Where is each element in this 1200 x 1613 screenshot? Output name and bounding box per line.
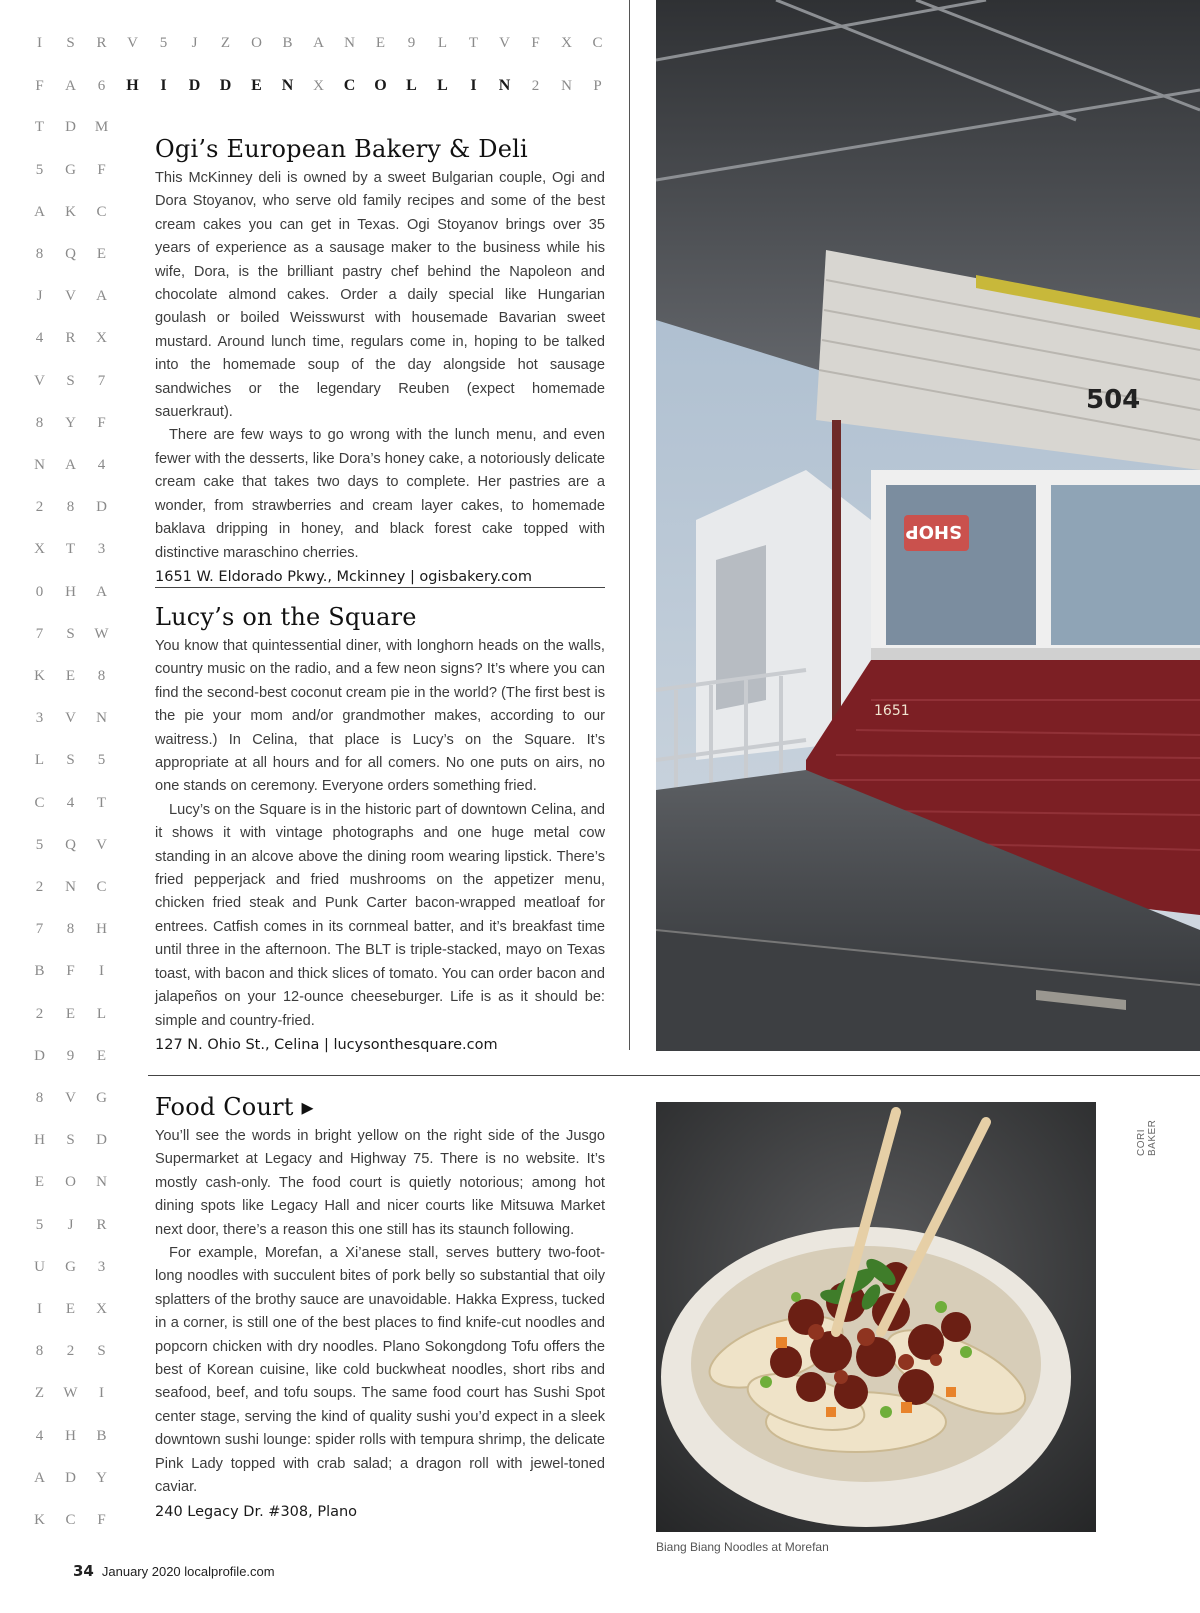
letter-grid-row [24,499,117,516]
letter-grid-cell: V [65,710,76,727]
letter-grid-cell: A [65,78,76,95]
letter-grid-cell: W [63,1385,78,1402]
article-paragraph: There are few ways to go wrong with the lunch menu, and even fewer with the desserts, like Dora’s honey cake, a notoriously delicate cream cake that takes two days to complete. Her pastries are a wonder, from strawberries and cream layer cakes, to homemade baklava dripping in honey, and black forest cake topped with distinctive maraschino cherries. [155,427,605,561]
letter-grid-cell: 8 [35,1090,44,1106]
letter-grid-cell: V [65,1090,76,1106]
letter-grid-cell: L [437,35,448,51]
letter-grid-cell: H [126,77,139,95]
letter-grid-cell: 8 [97,668,106,684]
letter-grid-row [24,35,613,52]
letter-grid-cell: C [343,77,356,95]
letter-grid-cell: I [160,77,167,95]
letter-grid-cell: X [96,1301,107,1317]
letter-grid-cell: 9 [407,35,416,51]
letter-grid-cell: J [67,1216,74,1233]
article-food-court [155,1093,605,1520]
article-paragraph: This McKinney deli is owned by a sweet Bulgarian couple, Ogi and Dora Stoyanov, who serve old family recipes and some of the best cream cakes you can get in Texas. Ogi Stoyanov brings over 35 years of experience as a sausage maker to the business while his wife, Dora, is the brilliant pastry chef behind the Napoleon and chocolate almond cakes. Order a daily special like Hungarian goulash or boiled Weisswurst with housemade Bavarian sweet mustard. Around lunch time, regulars come in, hoping to be talked into the homemade soup of the day alongside hot sausage sandwiches or the legendary Reuben (expect homemade sauerkraut). [155,170,605,421]
letter-grid-cell: 2 [35,879,44,895]
letter-grid-row [24,1006,117,1023]
letter-grid-row [24,162,117,179]
letter-grid-cell: 8 [35,246,44,262]
letter-grid-cell: 4 [35,330,44,347]
page-number: 34 [73,1562,94,1580]
letter-grid-row [24,415,117,432]
letter-grid-cell: V [96,836,107,853]
letter-grid-cell: G [65,161,76,178]
letter-grid-cell: A [34,1469,45,1486]
letter-grid-cell: X [313,78,324,95]
letter-grid-cell: 9 [66,1047,75,1064]
letter-grid-cell: 3 [97,1258,106,1275]
letter-grid-row [24,373,117,390]
letter-grid-cell: E [375,35,386,51]
letter-grid-cell: 7 [97,372,106,389]
letter-grid-cell: N [498,77,511,95]
article-ogis-bakery [155,135,605,585]
article-address: 127 N. Ohio St., Celina | lucysonthesquare.com [155,1036,498,1053]
letter-grid-cell: B [34,963,45,980]
letter-grid-cell: V [127,35,138,51]
letter-grid-row [24,1301,117,1318]
letter-grid-cell: M [94,119,109,136]
letter-grid-row [24,1385,117,1402]
letter-grid-cell: 5 [159,35,168,51]
letter-grid-cell: B [96,1427,107,1444]
wall-number: 1651 [874,703,910,719]
letter-grid-cell: 0 [35,583,44,600]
letter-grid-cell: 8 [35,414,44,431]
letter-grid-cell: 7 [35,625,44,642]
photo-credit: CORI BAKER [1136,1119,1158,1156]
letter-grid-cell: C [96,879,107,895]
letter-grid-cell: K [34,1512,45,1528]
letter-grid-cell: O [251,35,262,51]
letter-grid-cell: G [96,1090,107,1106]
article-title: Ogi’s European Bakery & Deli [155,135,528,163]
letter-grid-cell: J [36,288,43,305]
section-divider [148,1075,1200,1076]
letter-grid-row [24,1512,117,1529]
letter-grid-cell: A [65,457,76,473]
letter-grid-cell: N [96,710,107,727]
letter-grid-cell: E [34,1174,45,1191]
letter-grid-row [24,541,117,558]
letter-grid-cell: T [96,794,107,811]
photo-caption: Biang Biang Noodles at Morefan [656,1540,829,1554]
letter-grid-cell: S [66,372,75,389]
letter-grid-cell: X [34,541,45,558]
letter-grid-row [24,837,117,854]
letter-grid-cell: 2 [531,78,540,95]
letter-grid-row [24,288,117,305]
letter-grid-cell: 8 [66,499,75,516]
letter-grid-row [24,584,117,601]
letter-grid-cell: 4 [97,457,106,473]
letter-grid-cell: R [96,35,107,51]
letter-grid-row [24,710,117,727]
letter-grid-cell: 4 [66,794,75,811]
neon-shop-sign: SHOP [905,521,962,542]
letter-grid-cell: E [251,77,262,95]
letter-grid-row [24,921,117,938]
letter-grid-cell: Y [96,1469,107,1486]
letter-grid-cell: L [406,77,417,95]
storefront-photo [656,0,1200,1051]
letter-grid-cell: I [37,35,42,51]
letter-grid-cell: D [96,499,107,516]
article-address: 240 Legacy Dr. #308, Plano [155,1503,358,1520]
issue-date: January 2020 [101,1564,181,1579]
letter-grid-cell: E [96,246,107,262]
letter-grid-cell: K [34,668,45,684]
letter-grid-row [24,1090,117,1107]
letter-grid-cell: I [37,1301,42,1317]
letter-grid-row [24,1343,117,1360]
letter-grid-cell: S [66,35,75,51]
letter-grid-cell: L [96,1005,107,1022]
letter-grid-row [24,795,117,812]
letter-grid-cell: N [281,77,294,95]
article-title: Food Court ▸ [155,1093,314,1121]
letter-grid-cell: 4 [35,1427,44,1444]
letter-grid-cell: 6 [97,78,106,95]
letter-grid-cell: S [66,625,75,642]
letter-grid-cell: 2 [35,1005,44,1022]
letter-grid-cell: T [34,119,45,136]
letter-grid-cell: N [96,1174,107,1191]
letter-grid-cell: N [65,879,76,895]
letter-grid-cell: F [35,78,44,95]
site-name: localprofile.com [184,1564,275,1579]
letter-grid-cell: 5 [35,161,44,178]
letter-grid-cell: X [96,330,107,347]
letter-grid-cell: Z [220,35,231,51]
letter-grid-cell: N [561,78,572,95]
article-paragraph: For example, Morefan, a Xi’anese stall, serves buttery two-foot-long noodles with succulent bites of pork belly so substantial that oily splatters of the brothy sauce are unavoidable. Hakka Express, tucked in a corner, is still one of the best places to find knife-cut noodles and popcorn chicken with dry noodles. Plano Sokongdong Tofu offers the best of Korean cuisine, like cold buckwheat noodles, short ribs and seafood, beef, and tofu soups. The same food court has Sushi Spot center stage, serving the kind of quality sushi you’d expect in a sleek downtown sushi lounge: spider rolls with tempura shrimp, the delicate Pink Lady topped with crab salad; a dragon roll with jewel-toned caviar. [155,1245,605,1496]
letter-grid-cell: 8 [66,921,75,938]
letter-grid-cell: L [34,752,45,769]
letter-grid-cell: B [282,35,293,51]
letter-grid-cell: 2 [66,1343,75,1360]
letter-grid-row [24,1470,117,1487]
letter-grid-cell: V [65,288,76,305]
letter-grid-row [24,1217,117,1234]
letter-grid-cell: F [531,35,540,51]
letter-grid-row [24,330,117,347]
letter-grid-cell: E [65,668,76,684]
letter-grid-cell: O [65,1174,76,1191]
letter-grid-cell: A [96,288,107,305]
letter-grid-cell: 3 [97,541,106,558]
letter-grid-row [24,246,117,263]
letter-grid-row [24,457,117,474]
letter-grid-cell: F [97,1512,106,1528]
letter-grid-row [24,204,117,221]
article-paragraph: You know that quintessential diner, with longhorn heads on the walls, country music on the radio, and a few neon signs? It’s where you can find the second-best coconut cream pie in the world? (The first best is the pie your mom and/or grandmother makes, according to our waitress.) In Celina, that place is Lucy’s on the Square. It’s appropriate at all hours and for all comers. No one puts on airs, no one stands on ceremony. Everyone orders something fried. [155,638,605,795]
letter-grid-cell: G [65,1258,76,1275]
letter-grid-cell: F [97,414,106,431]
letter-grid-cell: 2 [35,499,44,516]
letter-grid-cell: C [592,35,603,51]
letter-grid-cell: 5 [35,1216,44,1233]
letter-grid-cell: X [561,35,572,51]
letter-grid-row [24,1174,117,1191]
letter-grid-row [24,119,117,136]
letter-grid-cell: K [65,203,76,220]
letter-grid-cell: D [65,1469,76,1486]
letter-grid-cell: C [96,203,107,220]
letter-grid-cell: Q [65,246,76,262]
letter-grid-cell: W [94,625,109,642]
letter-grid-cell: H [65,583,76,600]
letter-grid-cell: P [593,78,602,95]
letter-grid-cell: I [470,77,477,95]
letter-grid-cell: A [313,35,324,51]
letter-grid-cell: R [65,330,76,347]
letter-grid-cell: 8 [35,1343,44,1360]
letter-grid-row [24,752,117,769]
letter-grid-cell: D [34,1047,45,1064]
letter-grid-cell: F [66,963,75,980]
letter-grid-cell: D [219,77,232,95]
section-divider [155,587,605,588]
letter-grid-row [24,77,613,95]
shop-number: 504 [1086,385,1141,415]
letter-grid-cell: I [99,963,104,980]
letter-grid-row [24,963,117,980]
article-paragraph: Lucy’s on the Square is in the historic part of downtown Celina, and it shows it with vintage photographs and one huge metal cow standing in an alcove above the dining room wearing lipstick. There’s fried pepperjack and fried mushrooms on the appetizer menu, chicken fried steak and Punk Carter bacon-wrapped meatloaf for entrees. Catfish comes in its cornmeal batter, and it’s breakfast time until three in the afternoon. The BLT is triple-stacked, mayo on Texas toast, with bacon and thick slices of tomato. You can order bacon and jalapeños on your 12-ounce cheeseburger. Life is as it should be: simple and country-fried. [155,801,605,1029]
letter-grid-cell: S [66,1132,75,1149]
letter-grid-cell: F [97,161,106,178]
letter-grid-row [24,668,117,685]
letter-grid-cell: E [65,1005,76,1022]
letter-grid-cell: A [34,203,45,220]
letter-grid-cell: 7 [35,921,44,938]
letter-grid-cell: H [34,1132,45,1149]
letter-grid-cell: Z [34,1385,45,1402]
letter-grid-cell: E [96,1047,107,1064]
letter-grid-cell: 5 [35,836,44,853]
article-paragraph: You’ll see the words in bright yellow on the right side of the Jusgo Supermarket at Legacy and Highway 75. There is no website. It’s mostly cash-only. The food court is quietly notorious; among hot dining spots like Legacy Hall and nicer courts like Mitsuwa Market next door, there’s a reason this one still has its staunch following. [155,1128,605,1238]
letter-grid-cell: Q [65,836,76,853]
article-lucys [155,603,605,1053]
letter-grid-cell: E [65,1301,76,1317]
column-divider [629,0,630,1050]
letter-grid-cell: N [344,35,355,51]
letter-grid-row [24,1132,117,1149]
noodles-photo [656,1102,1096,1532]
letter-grid-cell: I [99,1385,104,1402]
letter-grid-row [24,1048,117,1065]
article-address: 1651 W. Eldorado Pkwy., Mckinney | ogisbakery.com [155,568,533,585]
letter-grid-row [24,626,117,643]
letter-grid-cell: Y [65,414,76,431]
letter-grid-cell: C [65,1512,76,1528]
letter-grid-cell: T [65,541,76,558]
letter-grid-cell: O [374,77,387,95]
letter-grid-cell: 5 [97,752,106,769]
letter-grid-cell: N [34,457,45,473]
letter-grid-row [24,1428,117,1445]
letter-grid-cell: V [499,35,510,51]
letter-grid-cell: A [96,583,107,600]
letter-grid-cell: D [188,77,201,95]
letter-grid-cell: L [437,77,448,95]
letter-grid-cell: T [468,35,479,51]
letter-grid-cell: H [96,921,107,938]
article-title: Lucy’s on the Square [155,603,417,631]
letter-grid-row [24,1259,117,1276]
letter-grid-cell: R [96,1216,107,1233]
letter-grid-cell: V [34,372,45,389]
letter-grid-cell: J [191,35,198,51]
letter-grid-cell: U [34,1258,45,1275]
letter-grid-cell: S [66,752,75,769]
letter-grid-cell: D [96,1132,107,1149]
letter-grid-cell: S [97,1343,106,1360]
letter-grid-cell: 3 [35,710,44,727]
letter-grid-row [24,879,117,896]
letter-grid-cell: D [65,119,76,136]
page-footer [73,1562,275,1580]
letter-grid-cell: C [34,794,45,811]
letter-grid-cell: H [65,1427,76,1444]
